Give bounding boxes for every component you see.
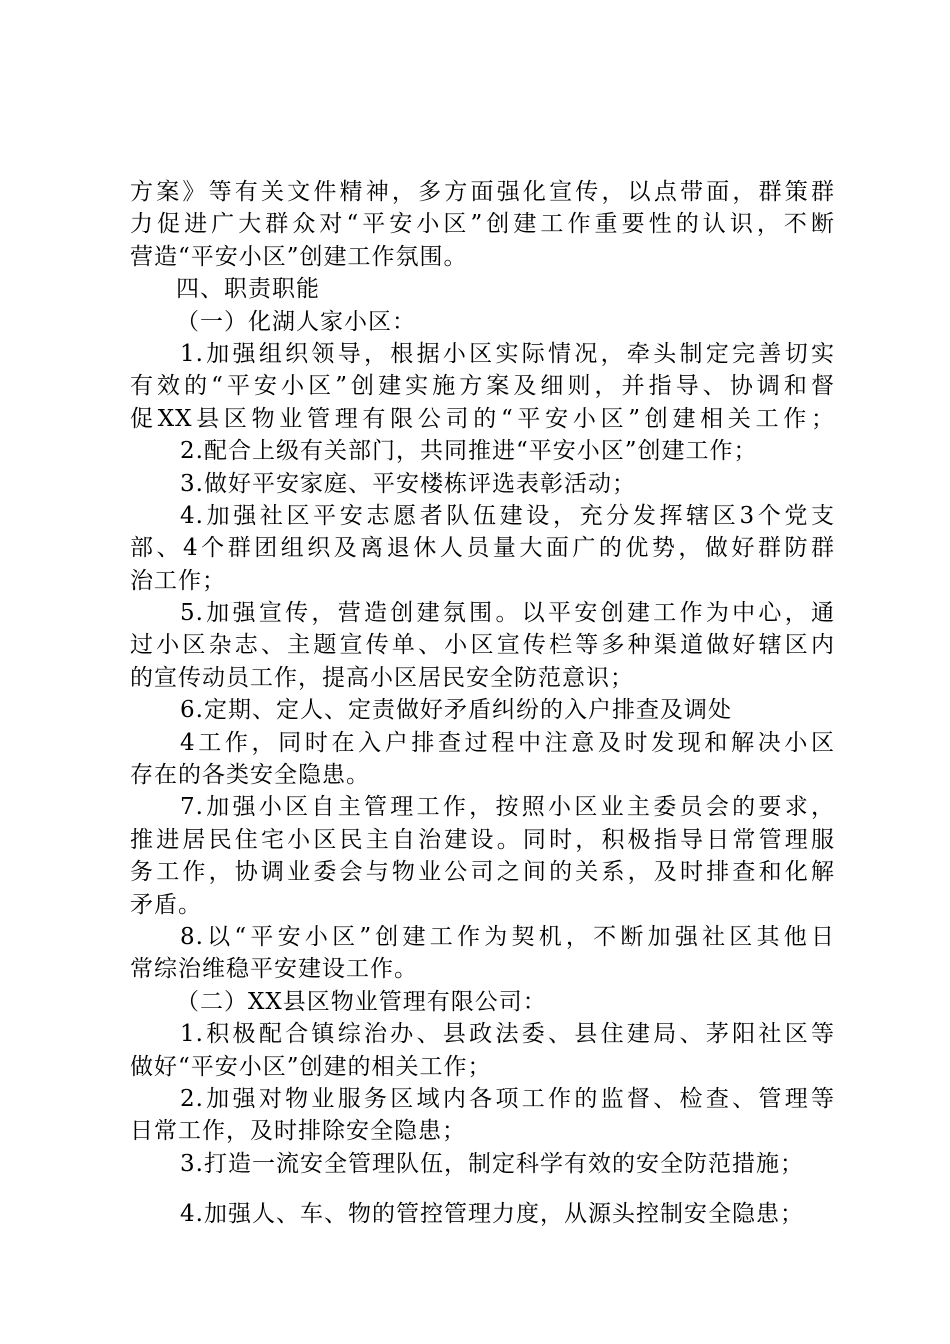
paragraph-line: 促XX县区物业管理有限公司的“平安小区”创建相关工作； (130, 405, 835, 432)
subsection-heading: （一）化湖人家小区： (176, 308, 416, 335)
paragraph-line: 力促进广大群众对“平安小区”创建工作重要性的认识，不断 (130, 211, 835, 238)
paragraph-line: 的宣传动员工作，提高小区居民安全防范意识； (130, 664, 634, 691)
paragraph-line: 方案》等有关文件精神，多方面强化宣传，以点带面，群策群 (130, 179, 835, 205)
paragraph-line: 4.加强人、车、物的管控管理力度，从源头控制安全隐患； (180, 1201, 804, 1228)
paragraph-line: 2.配合上级有关部门，共同推进“平安小区”创建工作； (180, 438, 758, 465)
section-heading: 四、职责职能 (176, 276, 320, 303)
paragraph-line: 矛盾。 (130, 891, 202, 918)
paragraph-line: 6.定期、定人、定责做好矛盾纠纷的入户排查及调处 (180, 697, 732, 724)
paragraph-line: 5.加强宣传，营造创建氛围。以平安创建工作为中心，通 (180, 600, 835, 627)
paragraph-line: 2.加强对物业服务区域内各项工作的监督、检查、管理等 (180, 1085, 835, 1112)
paragraph-line: 部、4个群团组织及离退休人员量大面广的优势，做好群防群 (130, 535, 835, 562)
paragraph-line: 存在的各类安全隐患。 (130, 762, 370, 789)
paragraph-line: 治工作； (130, 567, 226, 594)
paragraph-line: 有效的“平安小区”创建实施方案及细则，并指导、协调和督 (130, 373, 835, 400)
paragraph-line: 3.做好平安家庭、平安楼栋评选表彰活动； (180, 470, 636, 497)
paragraph-line: 7.加强小区自主管理工作，按照小区业主委员会的要求， (180, 794, 835, 821)
paragraph-line: 常综治维稳平安建设工作。 (130, 956, 418, 983)
paragraph-line: 4工作，同时在入户排查过程中注意及时发现和解决小区 (180, 729, 835, 756)
paragraph-line: 营造“平安小区”创建工作氛围。 (130, 243, 468, 270)
paragraph-line: 4.加强社区平安志愿者队伍建设，充分发挥辖区3个党支 (180, 502, 835, 529)
subsection-heading: （二）XX县区物业管理有限公司： (176, 988, 547, 1015)
paragraph-line: 务工作，协调业委会与物业公司之间的关系，及时排查和化解 (130, 859, 835, 886)
paragraph-line: 3.打造一流安全管理队伍，制定科学有效的安全防范措施； (180, 1150, 804, 1177)
document-body (130, 176, 835, 1231)
paragraph-line: 8.以“平安小区”创建工作为契机，不断加强社区其他日 (180, 923, 835, 950)
paragraph-line: 推进居民住宅小区民主自治建设。同时，积极指导日常管理服 (130, 826, 835, 853)
paragraph-line: 1.加强组织领导，根据小区实际情况，牵头制定完善切实 (180, 340, 835, 367)
paragraph-line: 1.积极配合镇综治办、县政法委、县住建局、茅阳社区等 (180, 1021, 835, 1048)
paragraph-line: 过小区杂志、主题宣传单、小区宣传栏等多种渠道做好辖区内 (130, 632, 835, 659)
paragraph-line: 做好“平安小区”创建的相关工作； (130, 1053, 492, 1080)
paragraph-gap (130, 1180, 835, 1198)
paragraph-line: 日常工作，及时排除安全隐患； (130, 1118, 466, 1145)
